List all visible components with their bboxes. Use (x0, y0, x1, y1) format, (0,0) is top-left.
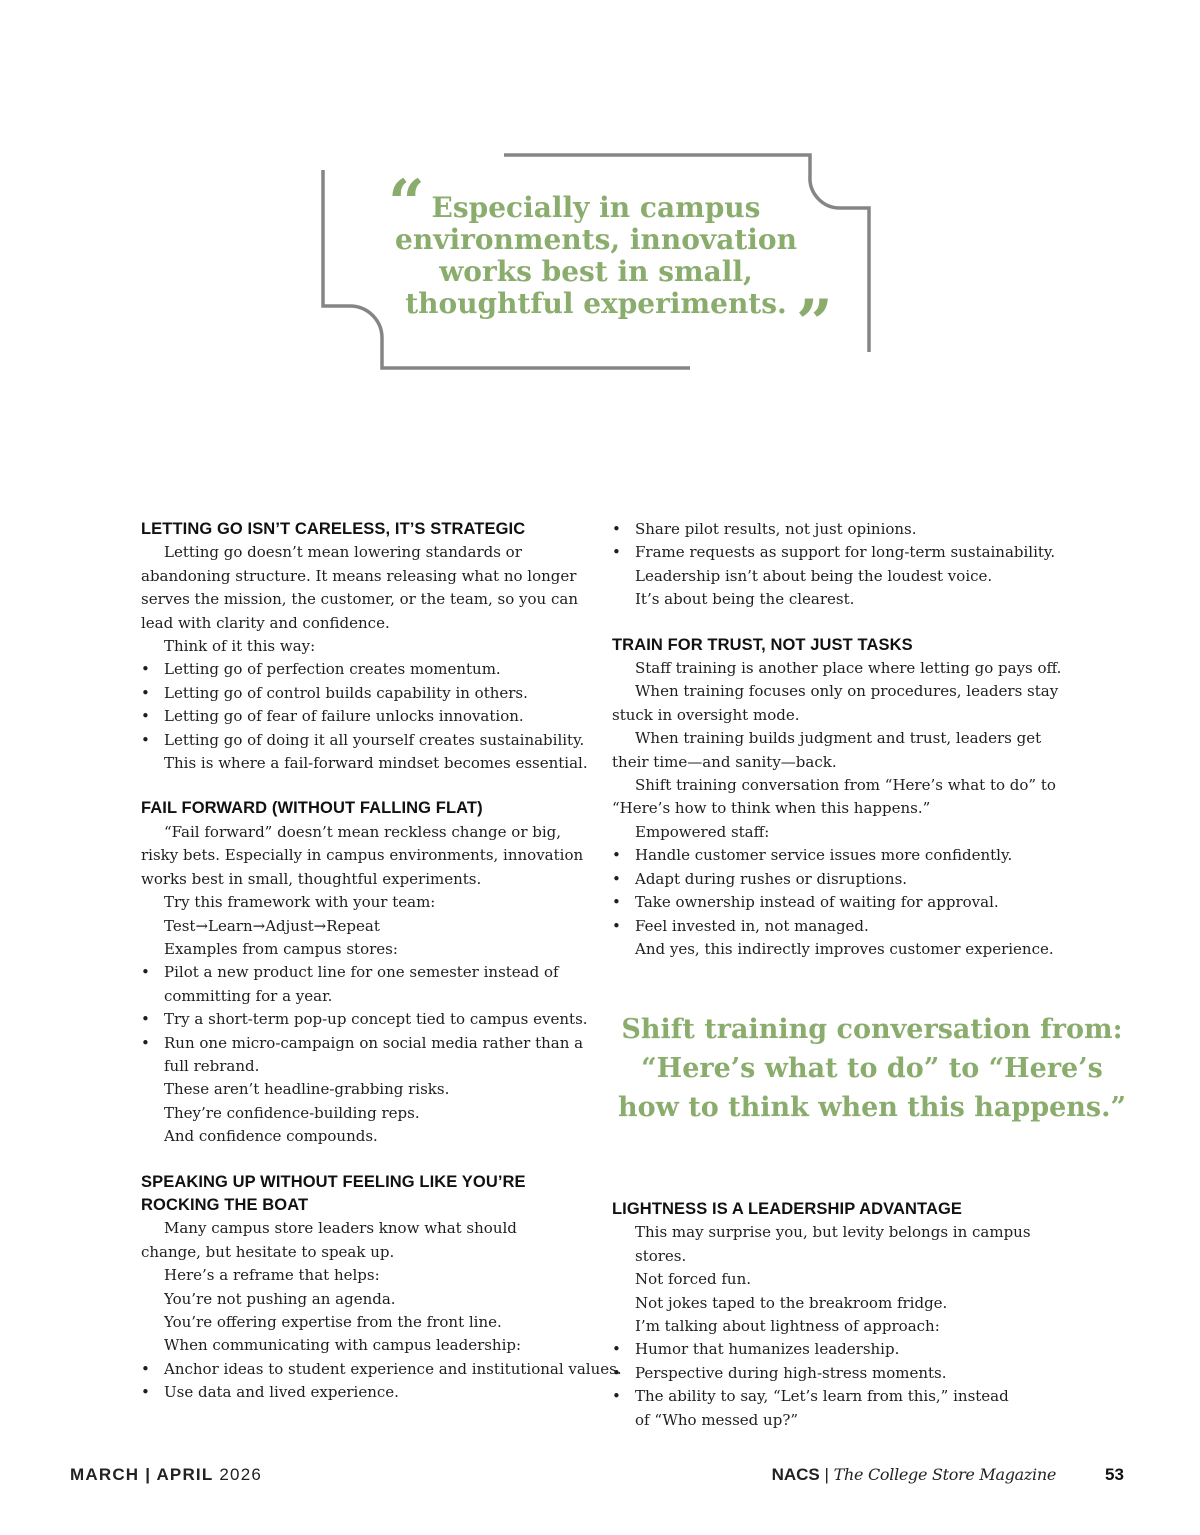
list-item: • Try a short-term pop-up concept tied to campus events. (141, 1008, 591, 1031)
issue-year: 2026 (219, 1465, 263, 1484)
paragraph: You’re offering expertise from the front line. (164, 1313, 502, 1331)
section-heading: TRAIN FOR TRUST, NOT JUST TASKS (612, 635, 913, 654)
close-quote-mark: ” (796, 286, 833, 361)
list-item: • The ability to say, “Let’s learn from this,” instead of “Who messed up?” (612, 1385, 1015, 1432)
list-item: • Perspective during high-stress moments. (612, 1362, 1062, 1385)
section-heading-line: ROCKING THE BOAT (141, 1195, 309, 1214)
pull-quote (380, 192, 812, 320)
list-item: • Letting go of fear of failure unlocks innovation. (141, 705, 591, 728)
list-item: • Pilot a new product line for one semester instead of committing for a year. (141, 961, 591, 1008)
bullet-list (612, 518, 1062, 565)
open-quote-mark: “ (388, 166, 425, 241)
paragraph: Think of it this way: (164, 637, 316, 656)
paragraph: And yes, this indirectly improves customer experience. (635, 939, 1054, 958)
pull-quote-line: thoughtful experiments. (405, 287, 787, 320)
bullet-list (612, 844, 1062, 938)
list-item: • Frame requests as support for long-term sustainability. (612, 541, 1062, 564)
paragraph: Not jokes taped to the breakroom fridge. (635, 1293, 948, 1312)
paragraph: Letting go doesn’t mean lowering standards or abandoning structure. It means releasing what no longer serves the mission, the customer, or the team, so you can lead with clarity and confidence. (141, 543, 578, 632)
list-item: • Use data and lived experience. (141, 1381, 591, 1404)
paragraph: I’m talking about lightness of approach: (635, 1317, 940, 1336)
list-item: • Adapt during rushes or disruptions. (612, 868, 1062, 891)
paragraph: Empowered staff: (635, 822, 770, 841)
list-item: • Handle customer service issues more confidently. (612, 844, 1062, 867)
paragraph: It’s about being the clearest. (635, 590, 855, 609)
list-item: • Anchor ideas to student experience and institutional values. (141, 1358, 591, 1381)
right-column (612, 518, 1062, 961)
list-item: • Run one micro-campaign on social media rather than a full rebrand. (141, 1032, 591, 1079)
bullet-list (141, 1358, 622, 1405)
list-item: • Letting go of perfection creates momentum. (141, 658, 591, 681)
magazine-title: The College Store Magazine (833, 1465, 1056, 1484)
list-item: • Humor that humanizes leadership. (612, 1338, 1062, 1361)
paragraph: When training builds judgment and trust, leaders get their time—and sanity—back. (612, 729, 1042, 771)
bullet-list (141, 961, 591, 1078)
paragraph: Many campus store leaders know what should change, but hesitate to speak up. (141, 1219, 517, 1261)
bullet-list (612, 1338, 1062, 1432)
paragraph: Here’s a reframe that helps: (164, 1266, 380, 1285)
paragraph: Examples from campus stores: (164, 939, 398, 958)
magazine-credit (772, 1465, 1056, 1485)
section-heading: FAIL FORWARD (WITHOUT FALLING FLAT) (141, 799, 483, 818)
page-number: 53 (1105, 1465, 1124, 1484)
paragraph: Not forced fun. (635, 1270, 751, 1289)
pull-quote-line: environments, innovation (395, 223, 797, 256)
paragraph: You’re not pushing an agenda. (164, 1289, 396, 1308)
paragraph: This may surprise you, but levity belongs in campus stores. (635, 1223, 1031, 1265)
list-item: • Feel invested in, not managed. (612, 915, 1062, 938)
brand-name: NACS (771, 1465, 820, 1484)
list-item: • Share pilot results, not just opinions. (612, 518, 1062, 541)
paragraph: When communicating with campus leadership: (164, 1336, 522, 1355)
highlight-quote (612, 1010, 1132, 1127)
paragraph: They’re confidence-building reps. (164, 1103, 420, 1122)
bullet-list (141, 658, 591, 752)
pull-quote-line: works best in small, (439, 255, 753, 288)
section-heading-line: SPEAKING UP WITHOUT FEELING LIKE YOU’RE (141, 1172, 526, 1191)
section-heading (141, 1171, 591, 1218)
paragraph: And confidence compounds. (164, 1127, 378, 1146)
issue-months: MARCH | APRIL (70, 1465, 214, 1484)
separator: | (824, 1465, 829, 1484)
list-item: • Letting go of doing it all yourself creates sustainability. (141, 729, 591, 752)
section-heading: LIGHTNESS IS A LEADERSHIP ADVANTAGE (612, 1200, 963, 1218)
left-column (141, 518, 622, 1405)
paragraph: This is where a fail-forward mindset becomes essential. (164, 754, 588, 773)
list-item: • Take ownership instead of waiting for approval. (612, 891, 1062, 914)
paragraph: When training focuses only on procedures, leaders stay stuck in oversight mode. (612, 682, 1059, 724)
paragraph: Try this framework with your team: (164, 893, 436, 912)
paragraph: Staff training is another place where letting go pays off. (635, 659, 1062, 678)
issue-date (70, 1465, 262, 1485)
paragraph: “Fail forward” doesn’t mean reckless change or big, risky bets. Especially in campus environments, innovation works best in small, thoughtful experiments. (141, 822, 584, 888)
highlight-quote-line: how to think when this happens.” (617, 1092, 1127, 1123)
section-heading: LETTING GO ISN’T CARELESS, IT’S STRATEGIC (141, 520, 526, 538)
paragraph: Shift training conversation from “Here’s what to do” to “Here’s how to think when this happens.” (612, 776, 1056, 818)
framework-steps: Test→Learn→Adjust→Repeat (164, 916, 380, 935)
paragraph: Leadership isn’t about being the loudest voice. (635, 566, 993, 585)
highlight-quote-line: “Here’s what to do” to “Here’s (641, 1053, 1103, 1084)
list-item: • Letting go of control builds capability in others. (141, 682, 591, 705)
highlight-quote-line: Shift training conversation from: (621, 1014, 1123, 1045)
pull-quote-line: Especially in campus (431, 191, 761, 224)
right-column-lower (612, 1198, 1062, 1432)
paragraph: These aren’t headline-grabbing risks. (164, 1080, 450, 1099)
